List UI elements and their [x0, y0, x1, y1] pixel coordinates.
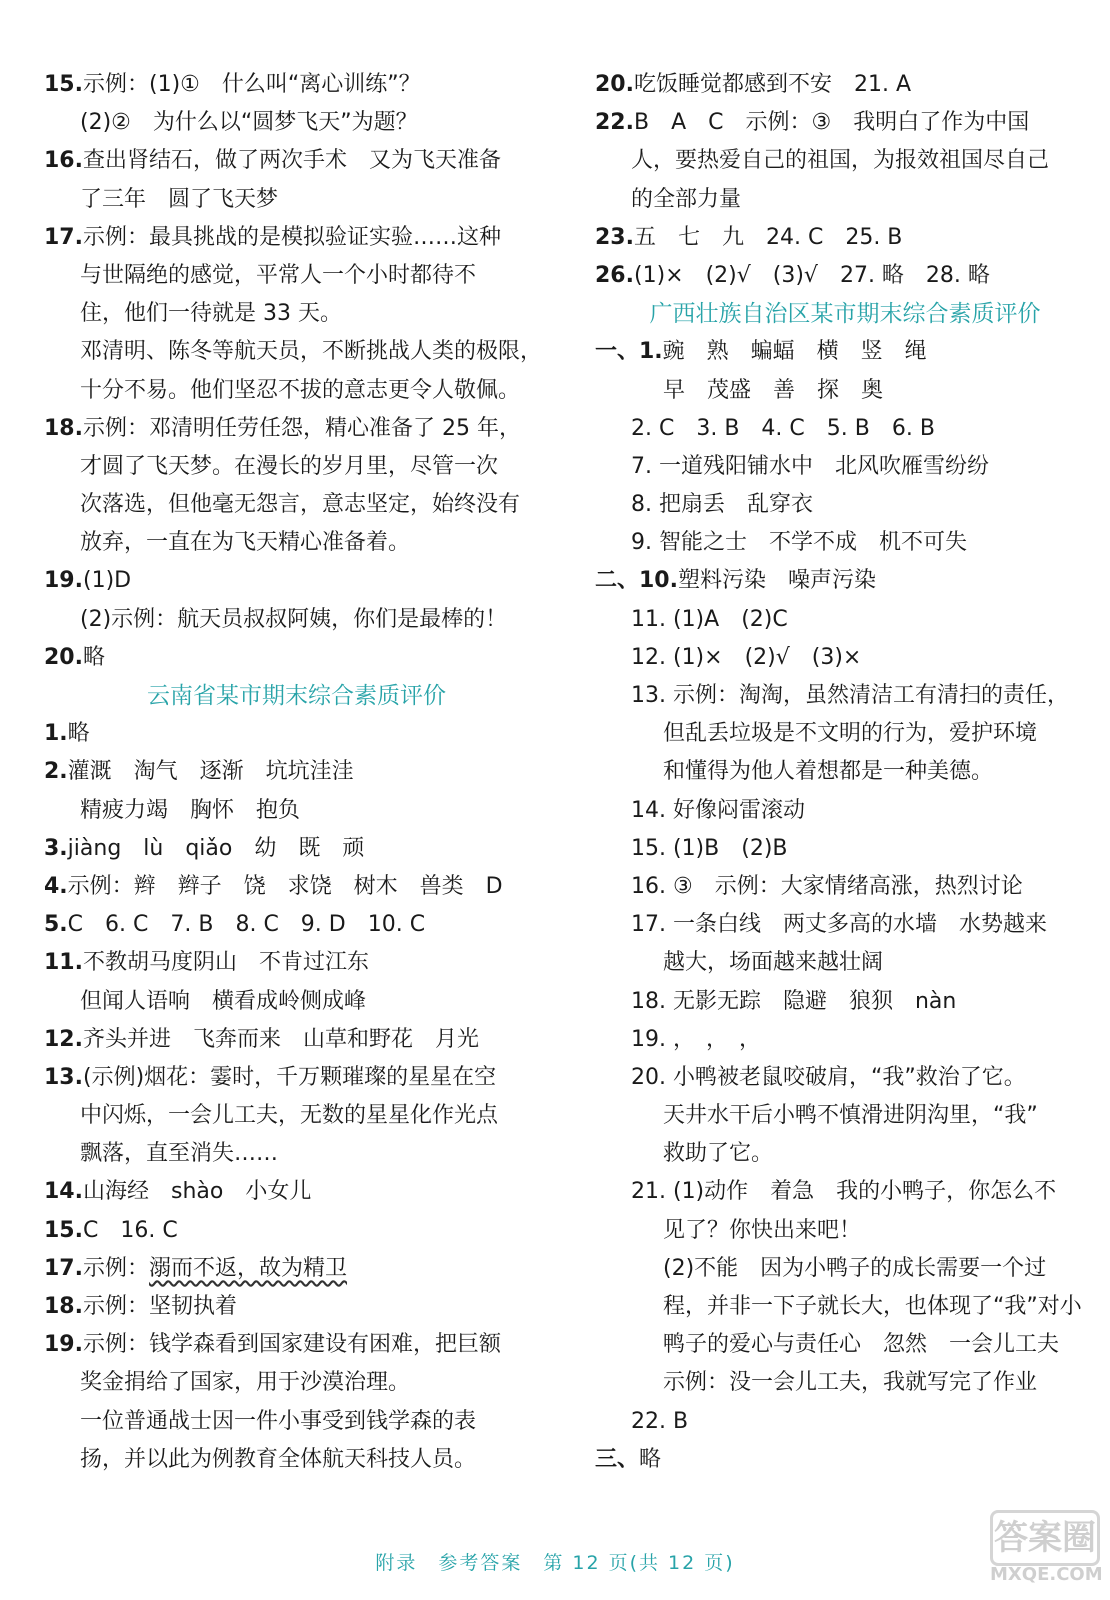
answer-text: 8. 把扇丢 乱穿衣 — [631, 492, 813, 518]
question-number: 11. — [44, 950, 83, 976]
section-title: 云南省某市期末综合素质评价 — [147, 683, 446, 709]
question-number: 17. — [44, 1255, 83, 1281]
answer-text: 奖金捐给了国家，用于沙漠治理。 — [80, 1370, 411, 1396]
section-title: 广西壮族自治区某市期末综合素质评价 — [649, 301, 1041, 328]
answer-text: 示例：坚韧执着 — [82, 1294, 237, 1319]
answer-text: 的全部力量 — [631, 186, 742, 212]
answer-line — [595, 601, 1095, 639]
answer-line — [595, 1403, 1095, 1441]
answer-line — [595, 524, 1095, 562]
answer-text: 精疲力竭 胸怀 抱负 — [80, 797, 301, 823]
answer-text: 越大，场面越来越壮阔 — [663, 950, 884, 976]
answer-line — [44, 1097, 549, 1135]
watermark-url: MXQE.COM — [990, 1564, 1103, 1585]
question-number: 20. — [595, 72, 634, 97]
answer-text: 救助了它。 — [663, 1141, 774, 1167]
answer-text: 但乱丢垃圾是不文明的行为，爱护环境 — [663, 721, 1038, 747]
answer-line — [595, 906, 1095, 944]
answer-line — [595, 142, 1095, 180]
answer-text: 灌溉 淘气 逐渐 坑坑洼洼 — [67, 759, 354, 785]
answer-line — [595, 66, 1095, 104]
question-number: 19. — [44, 1332, 83, 1358]
answer-text: 山海经 shào 小女儿 — [82, 1179, 312, 1205]
answer-text: 塑料污染 噪声污染 — [677, 568, 876, 594]
answer-text: 扬，并以此为例教育全体航天科技人员。 — [80, 1446, 477, 1472]
answer-line — [44, 372, 549, 410]
answer-line — [44, 524, 549, 562]
answer-text: 示例：辫 辫子 饶 求饶 树木 兽类 D — [67, 873, 503, 899]
question-number: 22. — [595, 110, 634, 136]
answer-text: 飘落，直至消失…… — [80, 1141, 279, 1167]
answer-line — [44, 906, 549, 944]
answer-text: 但闻人语响 横看成岭侧成峰 — [80, 988, 367, 1014]
answer-text: 见了？你快出来吧！ — [663, 1217, 862, 1243]
answer-line — [44, 753, 549, 791]
answer-text: 不教胡马度阴山 不肯过江东 — [82, 950, 369, 976]
answer-line — [595, 486, 1095, 524]
answer-text: 与世隔绝的感觉，平常人一个小时都待不 — [80, 262, 477, 288]
answer-line — [595, 448, 1095, 486]
answer-line — [595, 639, 1095, 677]
answer-line — [44, 448, 549, 486]
answer-line — [595, 219, 1095, 257]
answer-line — [44, 1364, 549, 1402]
answer-text: 才圆了飞天梦。在漫长的岁月里，尽管一次 — [80, 453, 499, 479]
question-number: 5. — [44, 912, 68, 938]
answer-text: 14. 好像闷雷滚动 — [631, 797, 805, 823]
answer-line — [44, 333, 549, 371]
answer-line — [44, 219, 549, 257]
answer-line — [595, 104, 1095, 142]
answer-line — [595, 830, 1095, 868]
answer-text: (2)示例：航天员叔叔阿姨，你们是最棒的！ — [80, 606, 508, 632]
answer-text: 了三年 圆了飞天梦 — [80, 186, 279, 212]
answer-line — [595, 1364, 1095, 1402]
answer-line — [595, 868, 1095, 906]
answer-line — [44, 868, 549, 906]
question-number: 23. — [595, 224, 634, 250]
answer-text: 齐头并进 飞奔而来 山草和野花 月光 — [82, 1026, 479, 1052]
answer-text: 示例：没一会儿工夫，我就写完了作业 — [663, 1370, 1038, 1396]
answer-line — [44, 410, 549, 448]
answer-line — [44, 792, 549, 830]
answer-line — [595, 715, 1095, 753]
answer-line — [595, 1441, 1095, 1479]
answer-line — [44, 257, 549, 295]
answer-text: 2. C 3. B 4. C 5. B 6. B — [631, 415, 935, 441]
question-number: 15. — [44, 72, 83, 97]
answer-line — [44, 601, 549, 639]
answer-line — [44, 1212, 549, 1250]
answer-text: 略 — [639, 1446, 662, 1472]
answer-text: 示例： — [82, 1255, 149, 1281]
question-number: 26. — [595, 262, 634, 288]
answer-text: 放弃，一直在为飞天精心准备着。 — [80, 530, 411, 556]
question-number: 2. — [44, 759, 68, 785]
question-number: 20. — [44, 644, 83, 670]
question-number: 三、 — [595, 1446, 640, 1472]
answer-text: 五 七 九 24. C 25. B — [633, 224, 903, 250]
answer-text: 20. 小鸭被老鼠咬破肩，“我”救治了它。 — [631, 1064, 1026, 1090]
answer-text: 略 — [82, 644, 105, 670]
question-number: 1. — [44, 721, 68, 747]
answer-line — [595, 792, 1095, 830]
answer-text: 早 茂盛 善 探 奥 — [663, 377, 884, 403]
answer-text: 7. 一道残阳铺水中 北风吹雁雪纷纷 — [631, 453, 989, 479]
answer-line — [595, 1173, 1095, 1211]
answer-line — [44, 142, 549, 180]
left-column — [44, 66, 549, 1479]
answer-text: 一位普通战士因一件小事受到钱学森的表 — [80, 1408, 477, 1434]
answer-line — [44, 830, 549, 868]
watermark — [990, 1510, 1102, 1592]
answer-text: (示例)烟花：霎时，千万颗璀璨的星星在空 — [82, 1064, 497, 1090]
answer-line — [595, 181, 1095, 219]
answer-line — [44, 1403, 549, 1441]
question-number: 17. — [44, 224, 83, 250]
answer-line — [595, 562, 1095, 600]
answer-line — [44, 1288, 549, 1326]
answer-line — [44, 104, 549, 142]
question-number: 二、10. — [595, 568, 678, 594]
answer-line — [595, 1212, 1095, 1250]
answer-text: 查出肾结石，做了两次手术 又为飞天准备 — [82, 148, 501, 174]
answer-text: 15. (1)B (2)B — [631, 835, 788, 861]
answer-line — [44, 66, 549, 104]
answer-line — [44, 944, 549, 982]
page-footer: 附录 参考答案 第 12 页(共 12 页) — [375, 1552, 735, 1574]
answer-line — [44, 1326, 549, 1364]
answer-text: B A C 示例：③ 我明白了作为中国 — [633, 110, 1030, 136]
answer-text: 13. 示例：淘淘，虽然清洁工有清扫的责任， — [631, 683, 1069, 708]
answer-text: 示例：钱学森看到国家建设有困难，把巨额 — [82, 1332, 501, 1358]
answer-text: 豌 熟 蝙蝠 横 竖 绳 — [662, 339, 927, 365]
answer-line — [595, 1097, 1095, 1135]
question-number: 18. — [44, 415, 83, 441]
answer-text: 16. ③ 示例：大家情绪高涨，热烈讨论 — [631, 873, 1023, 899]
answer-text: 邓清明、陈冬等航天员，不断挑战人类的极限， — [80, 339, 543, 365]
question-number: 4. — [44, 873, 68, 899]
answer-line — [595, 753, 1095, 791]
answer-line — [595, 333, 1095, 371]
question-number: 一、1. — [595, 339, 663, 365]
answer-text: 11. (1)A (2)C — [631, 606, 788, 632]
answer-line — [44, 486, 549, 524]
answer-text: 程，并非一下子就长大，也体现了“我”对小 — [663, 1294, 1082, 1319]
answer-text: 吃饭睡觉都感到不安 21. A — [633, 72, 912, 97]
answer-text: (1)D — [82, 568, 132, 594]
answer-text: 和懂得为他人着想都是一种美德。 — [663, 759, 994, 785]
answer-line — [595, 944, 1095, 982]
answer-line — [44, 1135, 549, 1173]
answer-text: 17. 一条白线 两丈多高的水墙 水势越来 — [631, 912, 1047, 938]
answer-text: (2)不能 因为小鸭子的成长需要一个过 — [663, 1255, 1047, 1281]
answer-text: 示例：邓清明任劳任怨，精心准备了 25 年， — [82, 415, 521, 441]
answer-line — [44, 715, 549, 753]
answer-text: 住，他们一待就是 33 天。 — [80, 301, 342, 327]
answer-text: 次落选，但他毫无怨言，意志坚定，始终没有 — [80, 492, 521, 518]
answer-text: 示例：(1)① 什么叫“离心训练”？ — [82, 72, 421, 97]
answer-line — [44, 562, 549, 600]
answer-text: 9. 智能之士 不学不成 机不可失 — [631, 530, 967, 556]
answer-line — [44, 983, 549, 1021]
answer-text: jiàng lù qiǎo 幼 既 顽 — [67, 835, 365, 861]
question-number: 14. — [44, 1179, 83, 1205]
answer-text: 中闪烁，一会儿工夫，无数的星星化作光点 — [80, 1103, 499, 1129]
question-number: 15. — [44, 1217, 83, 1243]
answer-text: (2)② 为什么以“圆梦飞天”为题？ — [80, 110, 418, 136]
question-number: 13. — [44, 1064, 83, 1090]
answer-line — [595, 410, 1095, 448]
question-number: 16. — [44, 148, 83, 174]
answer-text: 22. B — [631, 1408, 689, 1434]
answer-text: 12. (1)× (2)√ (3)× — [631, 644, 862, 670]
answer-line — [44, 1021, 549, 1059]
underlined-answer: 溺而不返，故为精卫 — [149, 1255, 348, 1281]
answer-line — [44, 1173, 549, 1211]
answer-text: 示例：最具挑战的是模拟验证实验……这种 — [82, 224, 501, 250]
watermark-logo: 答案圈 — [990, 1510, 1100, 1566]
answer-line — [595, 983, 1095, 1021]
question-number: 19. — [44, 568, 83, 594]
answer-text: 19. ， ， ， — [631, 1026, 761, 1052]
answer-text: 21. (1)动作 着急 我的小鸭子，你怎么不 — [631, 1179, 1057, 1205]
answer-line — [595, 1326, 1095, 1364]
answer-text: C 16. C — [82, 1217, 178, 1243]
answer-text: (1)× (2)√ (3)√ 27. 略 28. 略 — [633, 262, 990, 288]
answer-line — [595, 1135, 1095, 1173]
answer-line — [44, 295, 549, 333]
answer-line — [595, 1250, 1095, 1288]
answer-line — [595, 677, 1095, 715]
answer-line — [44, 1441, 549, 1479]
answer-text: 天井水干后小鸭不慎滑进阴沟里，“我” — [663, 1103, 1038, 1129]
answer-line — [595, 1021, 1095, 1059]
answer-line — [595, 1288, 1095, 1326]
answer-line — [44, 639, 549, 677]
answer-line — [595, 372, 1095, 410]
answer-line — [595, 1059, 1095, 1097]
answer-text: 十分不易。他们坚忍不拔的意志更令人敬佩。 — [80, 377, 521, 403]
answer-line — [595, 257, 1095, 295]
question-number: 18. — [44, 1294, 83, 1319]
question-number: 12. — [44, 1026, 83, 1052]
question-number: 3. — [44, 835, 68, 861]
right-column — [595, 66, 1095, 1479]
answer-text: 鸭子的爱心与责任心 忽然 一会儿工夫 — [663, 1332, 1060, 1358]
answer-text: C 6. C 7. B 8. C 9. D 10. C — [67, 912, 426, 938]
answer-line — [44, 181, 549, 219]
answer-text: 人，要热爱自己的祖国，为报效祖国尽自己 — [631, 148, 1050, 174]
answer-text: 18. 无影无踪 隐避 狼狈 nàn — [631, 988, 957, 1014]
answer-line — [44, 1250, 549, 1288]
answer-text: 略 — [67, 721, 90, 747]
answer-line — [44, 1059, 549, 1097]
